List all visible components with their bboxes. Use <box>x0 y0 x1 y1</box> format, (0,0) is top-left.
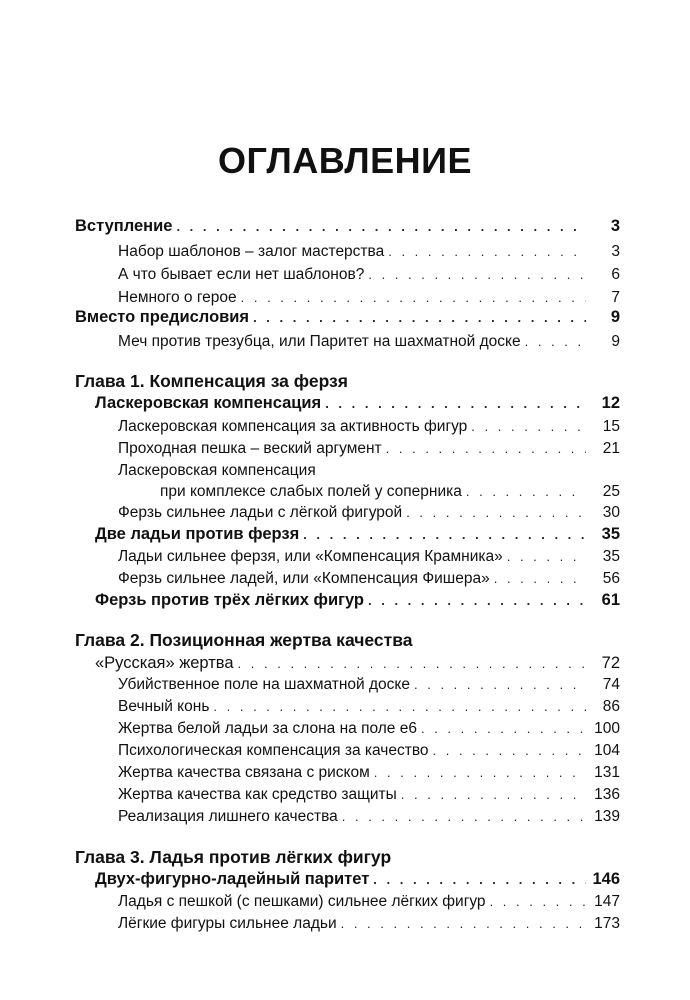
toc-entry-label: А что бывает если нет шаблонов? <box>118 266 365 283</box>
toc-entry-label: Ферзь сильнее ладей, или «Компенсация Фишера» <box>118 570 490 587</box>
toc-page-number: 6 <box>611 266 620 283</box>
dot-leader <box>421 721 586 736</box>
dot-leader <box>490 894 586 909</box>
dot-leader <box>303 527 586 542</box>
toc-entry-label: Ласкеровская компенсация <box>95 394 322 412</box>
toc-page-number: 7 <box>611 289 620 306</box>
dot-leader <box>368 593 586 608</box>
toc-entry-label: при комплексе слабых полей у соперника <box>160 483 462 500</box>
toc-entry[interactable] <box>118 676 620 694</box>
toc-entry-intro[interactable] <box>75 217 620 236</box>
dot-leader <box>433 743 586 758</box>
toc-entry-label: Ладья с пешкой (с пешками) сильнее лёгких фигур <box>118 893 486 910</box>
toc-entry[interactable] <box>118 786 620 804</box>
dot-leader <box>494 571 586 586</box>
toc-entry-label: Меч против трезубца, или Паритет на шахматной доске <box>118 333 521 350</box>
toc-entry[interactable] <box>118 698 620 716</box>
toc-page-number: 3 <box>610 217 620 235</box>
toc-page-number: 86 <box>602 698 620 715</box>
toc-page-number: 30 <box>602 504 620 521</box>
toc-entry[interactable] <box>118 764 620 782</box>
toc-page-number: 72 <box>601 654 620 672</box>
toc-entry-label: «Русская» жертва <box>95 654 234 672</box>
chapter-title: Глава 1. Компенсация за ферзя <box>75 371 348 391</box>
toc-page-number: 136 <box>594 786 620 803</box>
toc-page-number: 147 <box>594 893 620 910</box>
toc-page-number: 139 <box>594 808 620 825</box>
toc-entry-label: Ферзь против трёх лёгких фигур <box>95 591 364 609</box>
dot-leader <box>325 396 586 411</box>
toc-section[interactable] <box>95 654 620 673</box>
toc-entry[interactable] <box>118 548 620 566</box>
toc-entry-first-line[interactable] <box>118 462 620 480</box>
toc-page-number: 104 <box>594 742 620 759</box>
toc-page-number: 15 <box>602 418 620 435</box>
toc-page-number: 25 <box>602 483 620 500</box>
toc-entry-label: Убийственное поле на шахматной доске <box>118 676 411 693</box>
chapter-title: Глава 2. Позиционная жертва качества <box>75 630 413 650</box>
dot-leader <box>388 244 586 259</box>
toc-entry-label: Две ладьи против ферзя <box>95 525 300 543</box>
dot-leader <box>342 809 586 824</box>
dot-leader <box>374 765 586 780</box>
toc-page-number: 131 <box>594 764 620 781</box>
dot-leader <box>406 505 586 520</box>
toc-entry-label: Жертва белой ладьи за слона на поле е6 <box>118 720 417 737</box>
dot-leader <box>341 916 586 931</box>
toc-entry-label: Проходная пешка – веский аргумент <box>118 440 382 457</box>
chapter-title: Глава 3. Ладья против лёгких фигур <box>75 847 392 867</box>
toc-page-number: 100 <box>594 720 620 737</box>
toc-entry-label: Немного о герое <box>118 289 237 306</box>
chapter-3-title[interactable] <box>75 847 620 868</box>
toc-entry-label: Реализация лишнего качества <box>118 808 338 825</box>
page-title: ОГЛАВЛЕНИЕ <box>217 140 473 181</box>
toc-entry-label: Ферзь сильнее ладьи с лёгкой фигурой <box>118 504 403 521</box>
toc-page-number: 56 <box>602 570 620 587</box>
dot-leader <box>401 787 586 802</box>
toc-entry[interactable] <box>118 915 620 933</box>
toc-page-number: 9 <box>611 333 620 350</box>
dot-leader <box>471 419 586 434</box>
dot-leader <box>238 656 586 671</box>
toc-entry[interactable] <box>118 243 620 261</box>
toc-entry[interactable] <box>118 266 620 284</box>
toc-entry-continuation[interactable] <box>160 483 620 501</box>
toc-entry-label: Вместо предисловия <box>75 308 250 326</box>
toc-page-number: 35 <box>601 525 620 543</box>
toc-section[interactable] <box>95 591 620 610</box>
toc-entry[interactable] <box>118 289 620 307</box>
toc-page-number: 21 <box>602 440 620 457</box>
dot-leader <box>368 267 586 282</box>
toc-page-number: 61 <box>601 591 620 609</box>
dot-leader <box>253 310 586 325</box>
toc-entry[interactable] <box>118 742 620 760</box>
toc-entry-label: Набор шаблонов – залог мастерства <box>118 243 385 260</box>
dot-leader <box>466 484 586 499</box>
toc-entry-preface[interactable] <box>75 308 620 327</box>
dot-leader <box>386 441 586 456</box>
dot-leader <box>241 290 586 305</box>
toc-section[interactable] <box>95 525 620 544</box>
toc-entry[interactable] <box>118 418 620 436</box>
dot-leader <box>525 334 586 349</box>
toc-entry[interactable] <box>118 808 620 826</box>
toc-entry[interactable] <box>118 333 620 351</box>
toc-entry-label: Двух-фигурно-ладейный паритет <box>95 870 370 888</box>
toc-section[interactable] <box>95 394 620 413</box>
dot-leader <box>176 219 586 234</box>
dot-leader <box>373 872 586 887</box>
toc-page-number: 12 <box>601 394 620 412</box>
toc-section[interactable] <box>95 870 620 889</box>
toc-page-number: 9 <box>610 308 620 326</box>
toc-entry-label: Ласкеровская компенсация <box>118 462 316 479</box>
chapter-2-title[interactable] <box>75 630 620 651</box>
toc-entry[interactable] <box>118 720 620 738</box>
toc-entry[interactable] <box>118 893 620 911</box>
toc-page-number: 35 <box>602 548 620 565</box>
dot-leader <box>213 699 586 714</box>
toc-entry-label: Жертва качества связана с риском <box>118 764 370 781</box>
toc-page-number: 173 <box>594 915 620 932</box>
toc-entry[interactable] <box>118 570 620 588</box>
chapter-1-title[interactable] <box>75 371 620 392</box>
toc-entry[interactable] <box>118 440 620 458</box>
toc-entry-label: Жертва качества как средство защиты <box>118 786 397 803</box>
toc-entry-label: Психологическая компенсация за качество <box>118 742 429 759</box>
toc-page-number: 74 <box>602 676 620 693</box>
toc-page-number: 146 <box>592 870 620 888</box>
dot-leader <box>414 677 586 692</box>
dot-leader <box>507 549 586 564</box>
toc-entry-label: Лёгкие фигуры сильнее ладьи <box>118 915 337 932</box>
toc-entry-label: Вечный конь <box>118 698 210 715</box>
toc-entry-label: Ласкеровская компенсация за активность фигур <box>118 418 468 435</box>
toc-entry[interactable] <box>118 504 620 522</box>
toc-page-number: 3 <box>611 243 620 260</box>
toc-entry-label: Вступление <box>75 217 173 235</box>
toc-entry-label: Ладьи сильнее ферзя, или «Компенсация Крамника» <box>118 548 503 565</box>
